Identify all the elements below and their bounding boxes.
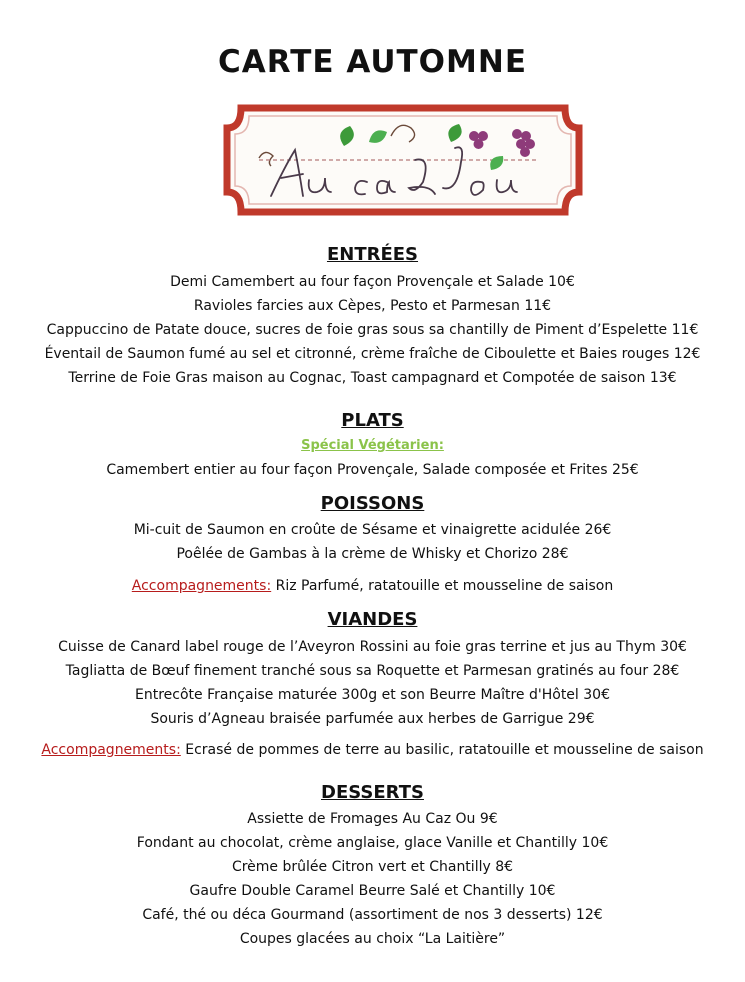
menu-item: Gaufre Double Caramel Beurre Salé et Chantilly 10€ — [189, 883, 556, 899]
menu-item: Crème brûlée Citron vert et Chantilly 8€ — [231, 859, 514, 875]
menu-item: Demi Camembert au four façon Provençale et Salade 10€ — [170, 274, 575, 290]
menu-item: Tagliatta de Bœuf finement tranché sous sa Roquette et Parmesan gratinés au four 28€ — [65, 663, 680, 679]
vegetarian-subtitle: Spécial Végétarien: — [301, 438, 444, 453]
menu-item: Café, thé ou déca Gourmand (assortiment de nos 3 desserts) 12€ — [142, 907, 603, 923]
menu-title: CARTE AUTOMNE — [217, 44, 527, 80]
section-title-desserts: DESSERTS — [321, 782, 424, 803]
accompaniment-line — [0, 741, 745, 759]
menu-item: Mi-cuit de Saumon en croûte de Sésame et vinaigrette acidulée 26€ — [133, 522, 612, 538]
section-title-poissons: POISSONS — [320, 493, 425, 514]
accompaniment-label: Accompagnements: — [41, 742, 181, 758]
menu-item: Poêlée de Gambas à la crème de Whisky et Chorizo 28€ — [176, 546, 569, 562]
accompaniment-text: Ecrasé de pommes de terre au basilic, ratatouille et mousseline de saison — [180, 742, 704, 758]
logo-frame-icon — [219, 98, 587, 222]
restaurant-logo — [219, 98, 587, 222]
accompaniment-text: Riz Parfumé, ratatouille et mousseline de saison — [271, 578, 614, 594]
accompaniment-line — [0, 577, 745, 595]
menu-item: Éventail de Saumon fumé au sel et citronné, crème fraîche de Ciboulette et Baies rouges 12€ — [44, 346, 701, 362]
menu-item: Coupes glacées au choix “La Laitière” — [239, 931, 506, 947]
menu-item: Fondant au chocolat, crème anglaise, glace Vanille et Chantilly 10€ — [136, 835, 609, 851]
menu-item: Ravioles farcies aux Cèpes, Pesto et Parmesan 11€ — [193, 298, 552, 314]
menu-item: Cuisse de Canard label rouge de l’Aveyron Rossini au foie gras terrine et jus au Thym 30€ — [58, 639, 687, 655]
menu-item: Camembert entier au four façon Provençale, Salade composée et Frites 25€ — [106, 462, 639, 478]
menu-item: Assiette de Fromages Au Caz Ou 9€ — [247, 811, 498, 827]
section-title-entrees: ENTRÉES — [326, 244, 419, 265]
menu-item: Souris d’Agneau braisée parfumée aux herbes de Garrigue 29€ — [150, 711, 595, 727]
section-title-plats: PLATS — [341, 410, 404, 431]
accompaniment-label: Accompagnements: — [131, 578, 272, 594]
menu-item: Terrine de Foie Gras maison au Cognac, Toast campagnard et Compotée de saison 13€ — [68, 370, 677, 386]
menu-item: Entrecôte Française maturée 300g et son Beurre Maître d'Hôtel 30€ — [134, 687, 610, 703]
menu-item: Cappuccino de Patate douce, sucres de foie gras sous sa chantilly de Piment d’Espelette 11€ — [46, 322, 699, 338]
section-title-viandes: VIANDES — [327, 609, 418, 630]
